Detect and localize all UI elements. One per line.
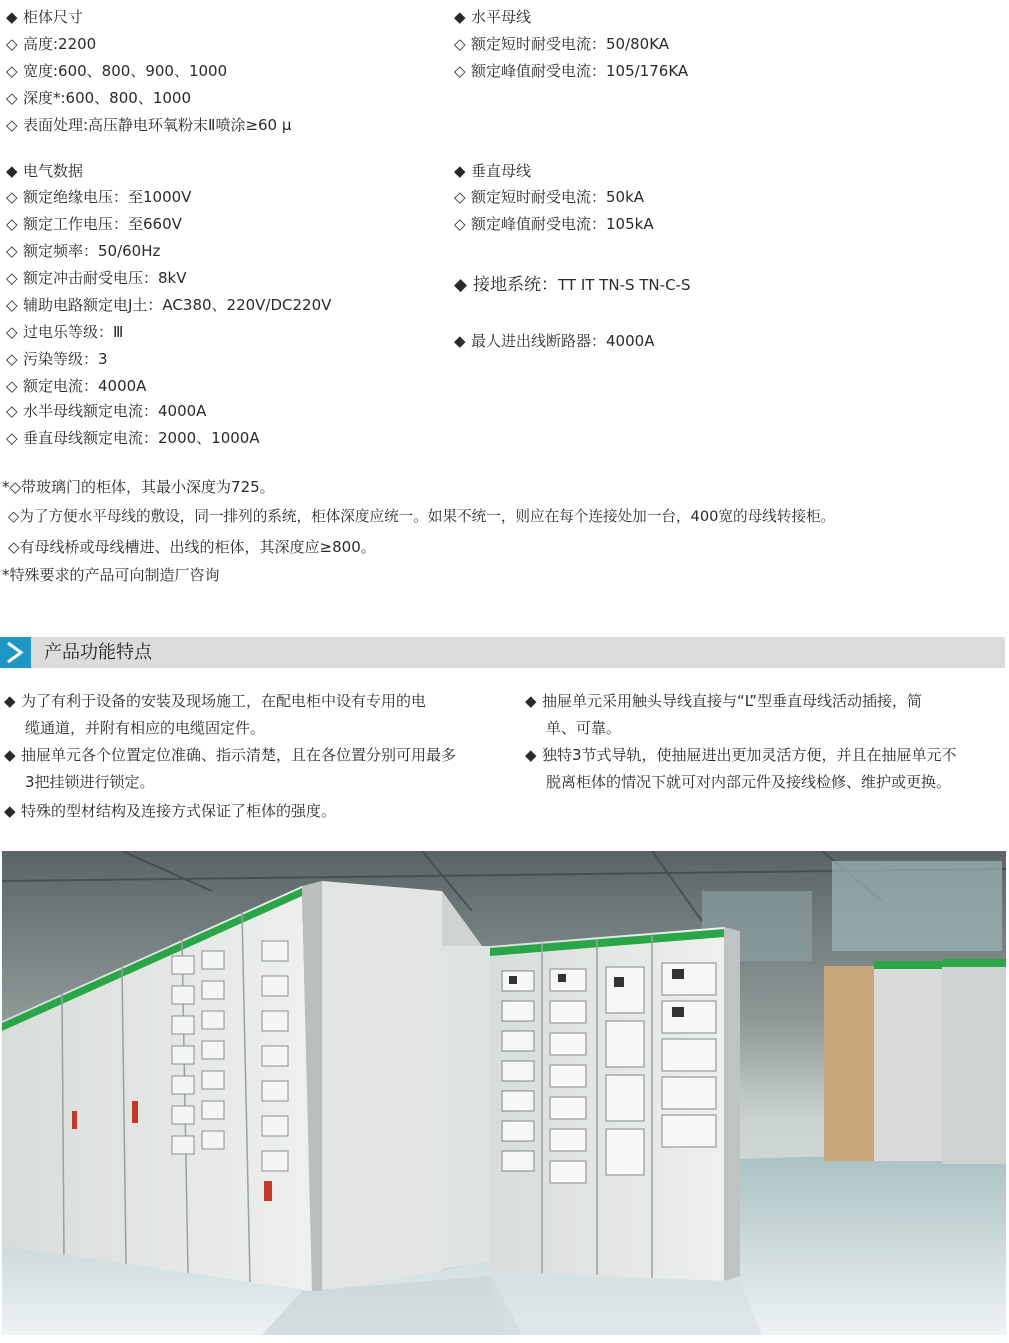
spec-item: ◇ 额定峰值耐受电流：105kA [454, 215, 654, 233]
spec-item: ◇ 污染等级：3 [6, 350, 108, 368]
spec-item: ◇ 表面处理:高压静电环氧粉末Ⅱ喷涂≥60 μ [6, 116, 292, 134]
note-busbar-depth: ◇为了方便水平母线的敷设，同一排列的系统，柜体深度应统一。如果不统一，则应在每个连接处加一台，400宽的母线转接柜。 [8, 508, 836, 525]
feature-item: ◆ 抽屉单元采用触头导线直接与“L”型垂直母线活动插接，简 单、可靠。 [525, 692, 922, 737]
spec-item: ◇ 水半母线额定电流：4000A [6, 402, 207, 420]
feature-item: ◆ 特殊的型材结构及连接方式保证了柜体的强度。 [4, 802, 337, 820]
spec-item: ◇ 额定短时耐受电流：50/80KA [454, 35, 670, 53]
spec-item: ◇ 额定电流：4000A [6, 377, 147, 395]
feature-item: ◆ 为了有利于设备的安装及现场施工，在配电柜中设有专用的电 缆通道，并附有相应的电缆固定件。 [4, 692, 427, 737]
spec-heading: ◆ 水平母线 [454, 8, 532, 26]
spec-item: ◇ 深度*:600、800、1000 [6, 89, 191, 107]
section-title: 产品功能特点 [44, 642, 152, 663]
spec-item: ◇ 额定绝缘电压：至1000V [6, 188, 192, 206]
feature-item: ◆ 抽屉单元各个位置定位准确、指示清楚，且在各位置分别可用最多 3把挂锁进行锁定。 [4, 746, 457, 791]
spec-item: ◇ 额定频率：50/60Hz [6, 242, 161, 260]
spec-heading: ◆ 垂直母线 [454, 162, 532, 180]
section-banner [0, 637, 1005, 668]
spec-item: ◇ 垂直母线额定电流：2000、1000A [6, 429, 260, 447]
spec-heading: ◆ 电气数据 [6, 162, 84, 180]
chevron-right-icon [0, 637, 31, 668]
spec-item: ◇ 辅助电路额定电J土：AC380、220V/DC220V [6, 296, 332, 314]
note-special-request: *特殊要求的产品可向制造厂咨询 [2, 566, 220, 584]
spec-item: ◇ 额定峰值耐受电流：105/176KA [454, 62, 689, 80]
spec-item: ◇ 宽度:600、800、900、1000 [6, 62, 228, 80]
spec-item: ◇ 高度:2200 [6, 35, 97, 53]
spec-item: ◇ 过电乐等级：Ⅲ [6, 323, 124, 341]
note-glass-door: *◇带玻璃门的柜体，其最小深度为725。 [2, 478, 275, 496]
switchgear-photo [2, 851, 1006, 1335]
max-breaker: ◆ 最人进出线断路器：4000A [454, 332, 655, 350]
spec-heading: ◆ 柜体尺寸 [6, 8, 84, 26]
feature-item: ◆ 独特3节式导轨，使抽屉进出更加灵活方便，并且在抽屉单元不 脱离柜体的情况下就可对内部元件及接线检修、维护或更换。 [525, 746, 957, 791]
note-busbar-bridge: ◇有母线桥或母线槽进、出线的柜体，其深度应≥800。 [8, 538, 376, 556]
grounding-system: ◆ 接地系统：TT IT TN-S TN-C-S [454, 275, 691, 295]
spec-item: ◇ 额定工作电压：至660V [6, 215, 182, 233]
spec-item: ◇ 额定短时耐受电流：50kA [454, 188, 645, 206]
spec-item: ◇ 额定冲击耐受电压：8kV [6, 269, 187, 287]
